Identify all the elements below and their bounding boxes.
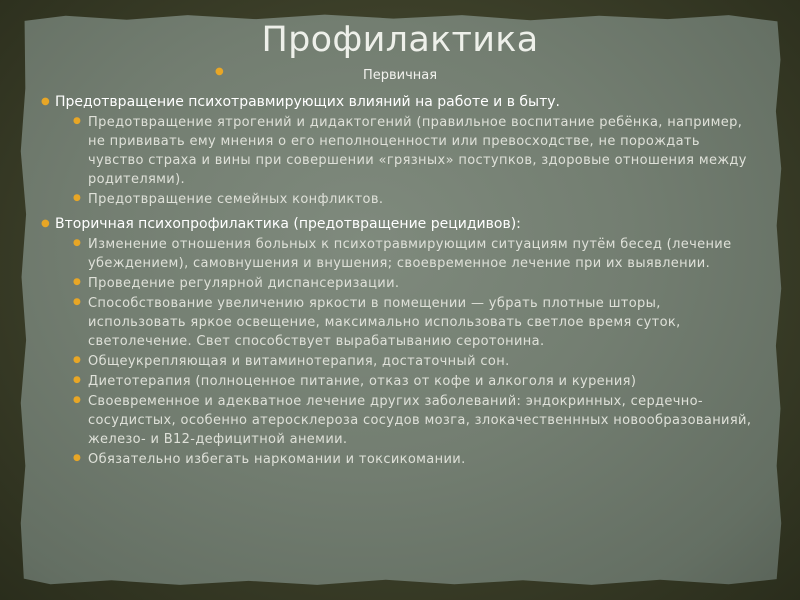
- section-heading: [40, 215, 760, 234]
- list-item-text: Диетотерапия (полноценное питание, отказ от кофе и алкоголя и курения): [88, 374, 637, 389]
- list-item-text: Изменение отношения больных к психотравмирующим ситуациям путём бесед (лечение убеждением), самовнушения и внушения; своевременное лечение при их выявлении.: [88, 237, 732, 271]
- subtitle-row: [40, 66, 760, 87]
- bullet-icon: ●: [215, 66, 224, 77]
- bullet-icon: ●: [73, 395, 81, 405]
- bullet-icon: ●: [73, 453, 81, 463]
- subtitle: Первичная: [362, 68, 438, 83]
- bullet-icon: ●: [73, 355, 81, 365]
- section-heading-text: Предотвращение психотравмирующих влияний на работе и в быту.: [55, 94, 560, 110]
- list-item-text: Проведение регулярной диспансеризации.: [88, 276, 400, 291]
- bullet-icon: ●: [73, 193, 81, 203]
- list-item: [40, 274, 760, 293]
- list-item: [40, 235, 760, 273]
- list-item: [40, 190, 760, 209]
- bullet-icon: ●: [73, 297, 81, 307]
- bullet-icon: ●: [41, 96, 50, 107]
- list-item: [40, 113, 760, 189]
- bullet-icon: ●: [73, 375, 81, 385]
- list-item-text: Предотвращение семейных конфликтов.: [88, 192, 384, 207]
- section-heading: [40, 93, 760, 112]
- bullet-icon: ●: [73, 238, 81, 248]
- bullet-icon: ●: [73, 277, 81, 287]
- list-item-text: Своевременное и адекватное лечение других заболеваний: эндокринных, сердечно-сосудистых, особенно атеросклероза сосудов мозга, злокачественнных новообразованияй, железо- и В12-дефицитной анемии.: [88, 394, 752, 447]
- slide-content: [40, 66, 760, 469]
- list-item: [40, 392, 760, 449]
- bullet-icon: ●: [73, 116, 81, 126]
- slide-title: Профилактика: [261, 20, 539, 60]
- list-item-text: Общеукрепляющая и витаминотерапия, достаточный сон.: [88, 354, 510, 369]
- list-item-text: Способствование увеличению яркости в помещении — убрать плотные шторы, использовать яркое освещение, максимально использовать светлое время суток, светолечение. Свет способствует вырабатыванию серотонина.: [88, 296, 681, 349]
- list-item-text: Предотвращение ятрогений и дидактогений (правильное воспитание ребёнка, например, не прививать ему мнения о его неполноценности или превосходстве, не порождать чувство страха и вины при совершении «грязных» поступков, здоровые отношения между родителями).: [88, 115, 747, 187]
- list-item: [40, 294, 760, 351]
- list-item: [40, 450, 760, 469]
- section-heading-text: Вторичная психопрофилактика (предотвращение рецидивов):: [55, 216, 521, 232]
- list-item-text: Обязательно избегать наркомании и токсикомании.: [88, 452, 466, 467]
- bullet-icon: ●: [41, 218, 50, 229]
- list-item: [40, 372, 760, 391]
- list-item: [40, 352, 760, 371]
